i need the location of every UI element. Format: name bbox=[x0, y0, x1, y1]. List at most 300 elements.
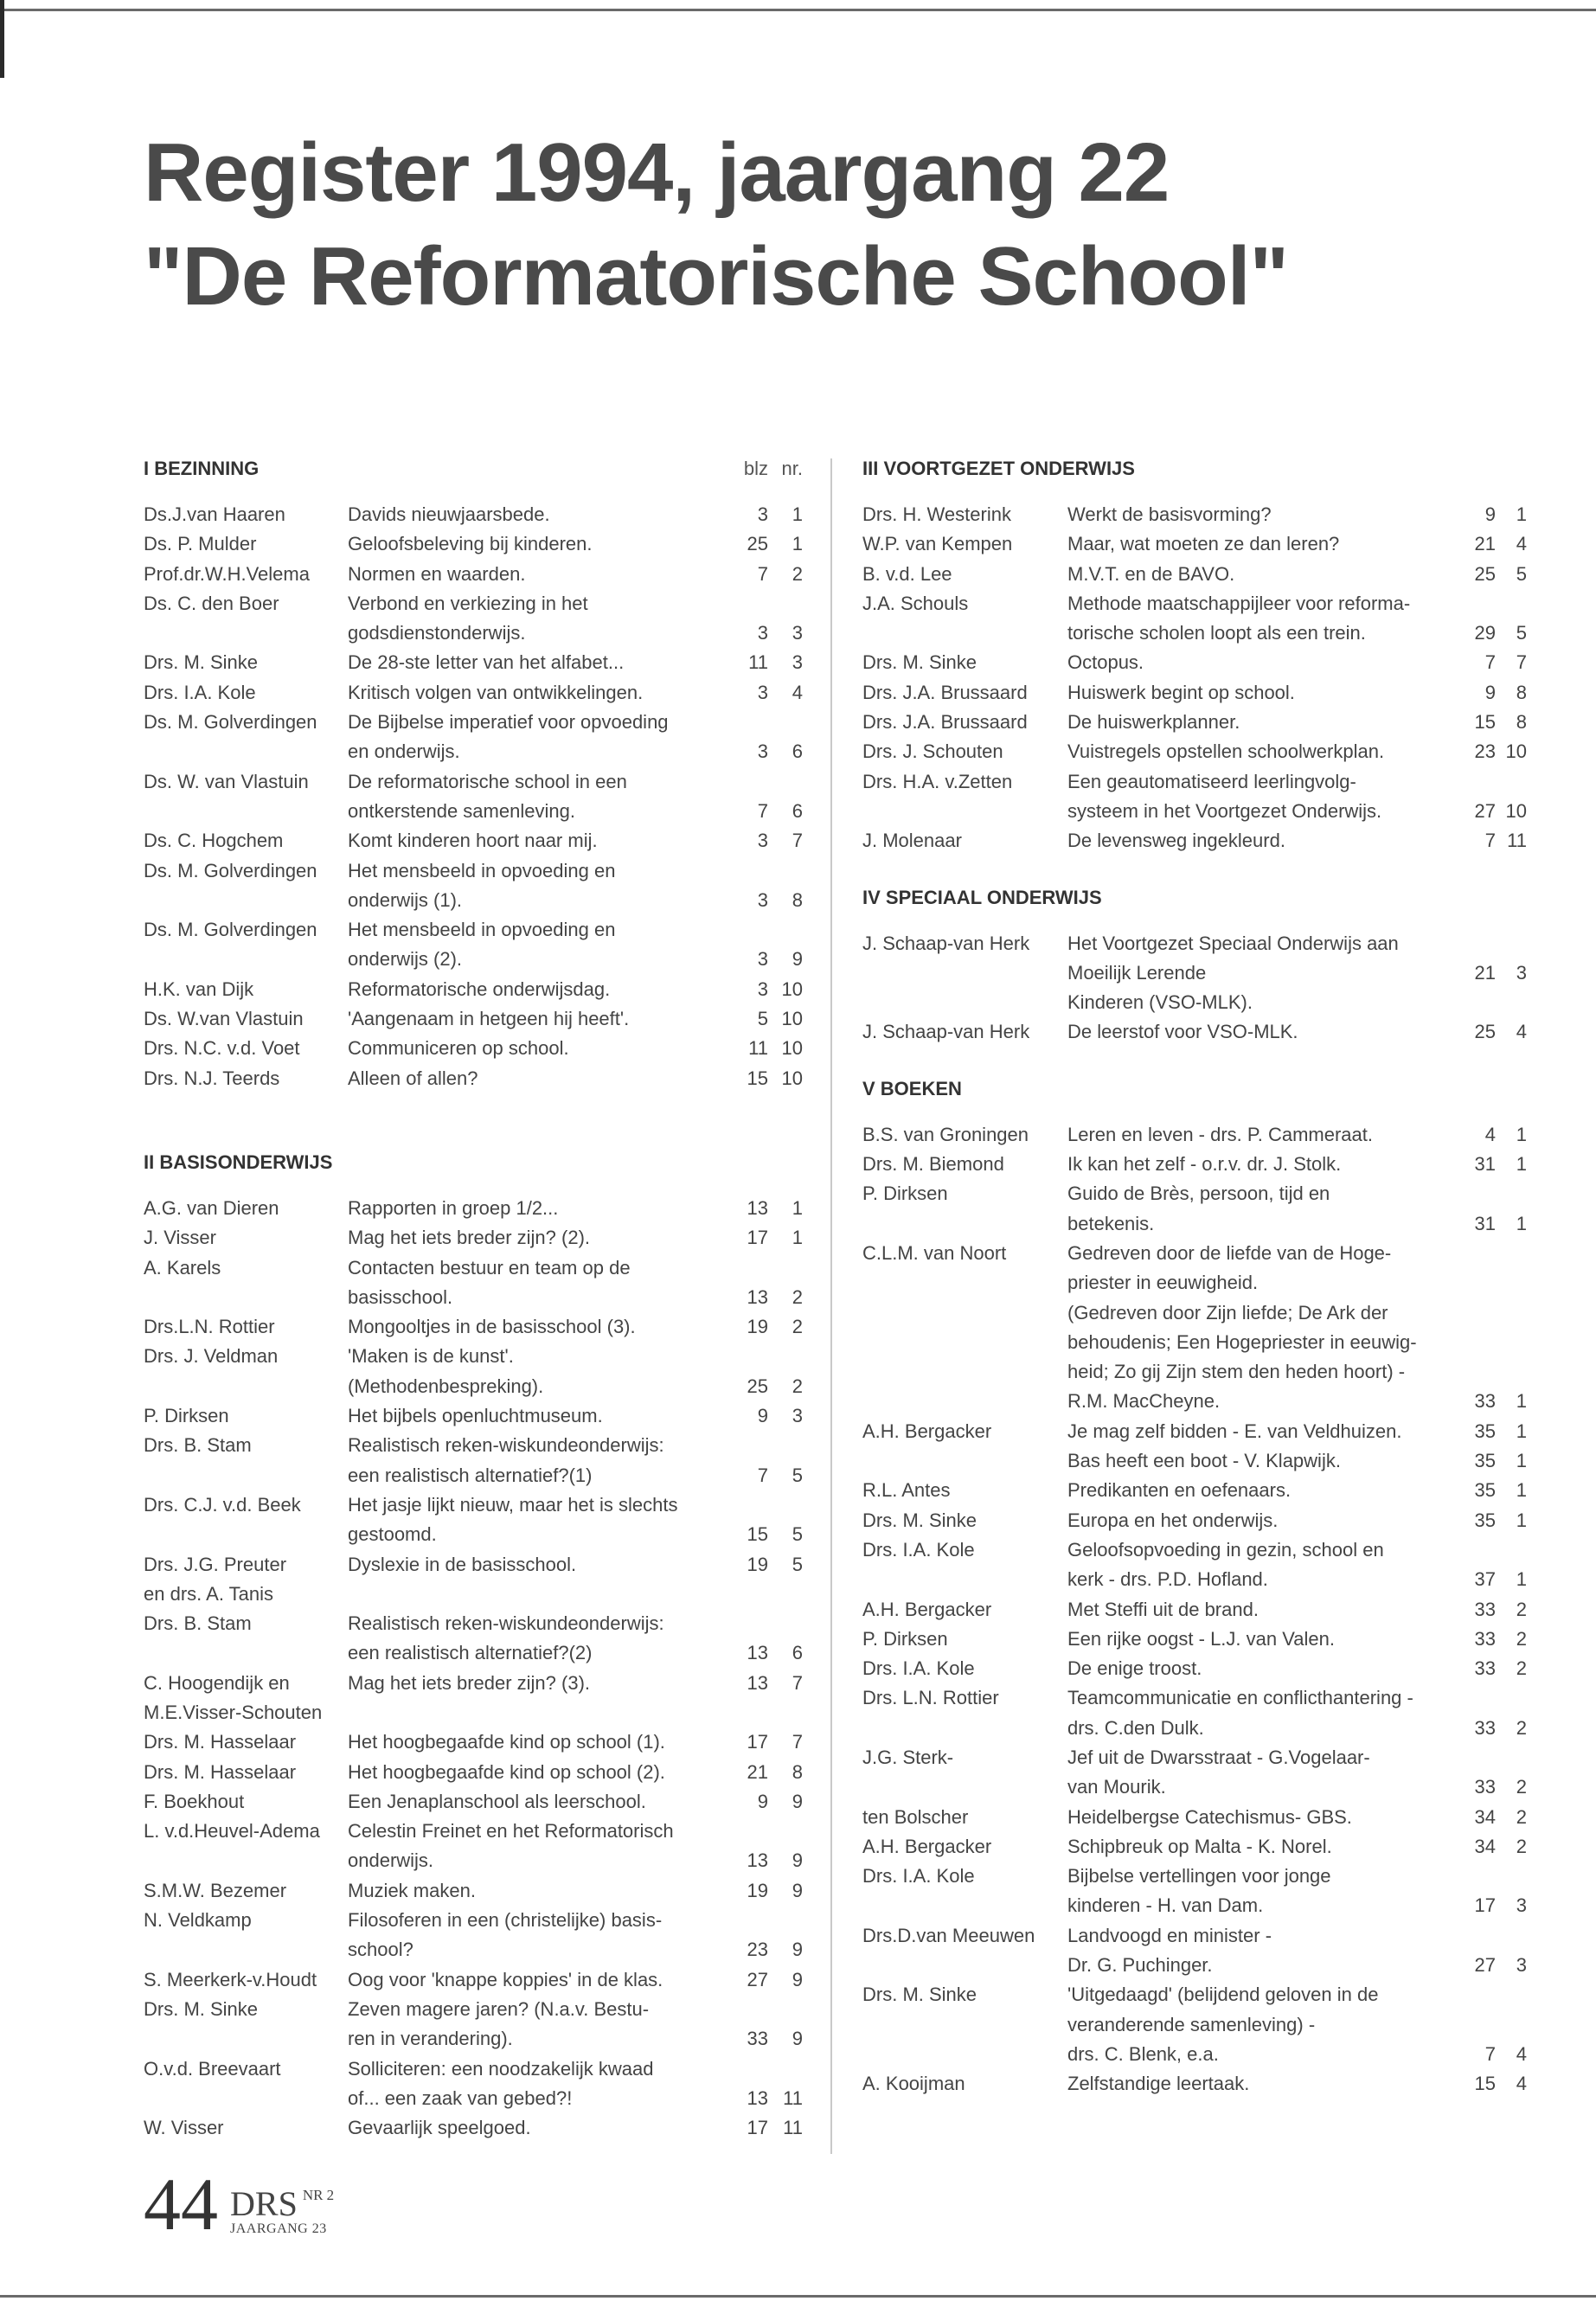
entry-author: P. Dirksen bbox=[144, 1405, 229, 1427]
entry-title-line: Het mensbeeld in opvoeding en bbox=[348, 919, 616, 941]
entry-author: Drs. J. Veldman bbox=[144, 1345, 279, 1368]
entry-title bbox=[1067, 1179, 1454, 1239]
issue-number: NR 2 bbox=[302, 2187, 335, 2203]
entry-page: 33 bbox=[1474, 1657, 1496, 1680]
entry-page: 13 bbox=[747, 1196, 768, 1219]
entry-author: Ds. P. Mulder bbox=[144, 533, 257, 555]
entry-page: 35 bbox=[1474, 1450, 1496, 1472]
entry-author: A.G. van Dieren bbox=[144, 1196, 279, 1219]
entry-title-line: Jef uit de Dwarsstraat - G.Vogelaar- bbox=[1067, 1746, 1370, 1768]
entry-issue: 2 bbox=[1516, 1805, 1527, 1828]
entry-title bbox=[348, 529, 720, 559]
entry-title bbox=[348, 1342, 720, 1401]
magazine-mark bbox=[230, 2184, 335, 2237]
entry-page: 17 bbox=[1474, 1894, 1496, 1917]
entry-page: 9 bbox=[757, 1405, 768, 1427]
entry-title-line: Gedreven door de liefde van de Hoge- bbox=[1067, 1241, 1392, 1264]
entry-author: J.A. Schouls bbox=[862, 592, 969, 614]
entry-issue: 4 bbox=[1516, 2073, 1527, 2095]
entry-title-line: Europa en het onderwijs. bbox=[1067, 1509, 1279, 1531]
index-entry bbox=[144, 1609, 803, 1669]
entry-title-line: Dr. G. Puchinger. bbox=[1067, 1954, 1213, 1977]
entry-author: P. Dirksen bbox=[862, 1627, 948, 1650]
entry-title bbox=[348, 975, 720, 1004]
entry-title-line: Contacten bestuur en team op de bbox=[348, 1256, 631, 1279]
entry-title bbox=[348, 1034, 720, 1063]
entry-title-line: De huiswerkplanner. bbox=[1067, 711, 1240, 734]
section-title: V BOEKEN bbox=[862, 1077, 962, 1099]
entry-issue: 4 bbox=[792, 681, 803, 703]
index-entry bbox=[862, 826, 1527, 856]
entry-page: 3 bbox=[757, 503, 768, 525]
column-header-blz: blz bbox=[743, 458, 768, 479]
volume-label: JAARGANG 23 bbox=[230, 2221, 327, 2236]
entry-title bbox=[348, 1004, 720, 1034]
entry-author: Ds. M. Golverdingen bbox=[144, 919, 317, 941]
entry-title bbox=[348, 2113, 720, 2143]
index-entry bbox=[144, 915, 803, 975]
entry-page: 27 bbox=[1474, 799, 1496, 822]
entry-author: Drs. N.C. v.d. Voet bbox=[144, 1037, 300, 1060]
entry-author-line: C. Hoogendijk en bbox=[144, 1671, 290, 1694]
entry-issue: 1 bbox=[1516, 1390, 1527, 1413]
entry-page: 3 bbox=[757, 888, 768, 911]
entry-title bbox=[348, 2054, 720, 2114]
index-entry bbox=[144, 678, 803, 708]
index-entry bbox=[862, 648, 1527, 677]
entry-author bbox=[144, 1669, 348, 1728]
entry-author: Drs. M. Biemond bbox=[862, 1153, 1004, 1176]
entry-author: Drs. J.A. Brussaard bbox=[862, 681, 1028, 703]
index-entry bbox=[862, 500, 1527, 529]
entry-title bbox=[348, 767, 720, 827]
entry-title bbox=[1067, 1535, 1454, 1595]
entry-issue: 2 bbox=[1516, 1657, 1527, 1680]
entry-title-line: Rapporten in groep 1/2... bbox=[348, 1196, 559, 1219]
entry-title-line: Bijbelse vertellingen voor jonge bbox=[1067, 1865, 1331, 1888]
index-entry bbox=[144, 589, 803, 649]
entry-author: J.G. Sterk- bbox=[862, 1746, 954, 1768]
entry-issue: 6 bbox=[792, 1642, 803, 1664]
entry-author: W.P. van Kempen bbox=[862, 533, 1013, 555]
entry-issue: 9 bbox=[792, 1790, 803, 1812]
entry-author: R.L. Antes bbox=[862, 1479, 951, 1502]
entry-issue: 4 bbox=[1516, 2042, 1527, 2065]
entry-title-line: 'Aangenaam in hetgeen hij heeft'. bbox=[348, 1008, 630, 1030]
entry-title-line: Schipbreuk op Malta - K. Norel. bbox=[1067, 1835, 1332, 1857]
entry-issue: 3 bbox=[1516, 1954, 1527, 1977]
column-header-nr: nr. bbox=[781, 458, 803, 479]
entry-author: A. Kooijman bbox=[862, 2073, 965, 2095]
entry-page: 21 bbox=[1474, 533, 1496, 555]
entry-page: 19 bbox=[747, 1553, 768, 1575]
entry-page: 15 bbox=[1474, 711, 1496, 734]
entry-page: 13 bbox=[747, 1285, 768, 1308]
entry-title bbox=[348, 1758, 720, 1787]
entry-title-line: Ik kan het zelf - o.r.v. dr. J. Stolk. bbox=[1067, 1153, 1342, 1176]
index-entry bbox=[862, 1535, 1527, 1595]
entry-page: 23 bbox=[1474, 740, 1496, 763]
entry-issue: 9 bbox=[792, 1879, 803, 1901]
entry-title-line: Oog voor 'knappe koppies' in de klas. bbox=[348, 1968, 663, 1990]
section-heading bbox=[862, 457, 1527, 481]
entry-title bbox=[348, 708, 720, 767]
section-title: II BASISONDERWIJS bbox=[144, 1150, 333, 1173]
index-entry bbox=[862, 678, 1527, 708]
entry-author: Ds. C. Hogchem bbox=[144, 830, 284, 852]
entry-title bbox=[348, 1727, 720, 1757]
index-entry bbox=[862, 1595, 1527, 1625]
index-entry bbox=[144, 1490, 803, 1550]
entry-title-line: Maar, wat moeten ze dan leren? bbox=[1067, 533, 1340, 555]
index-entry bbox=[862, 1980, 1527, 2069]
entry-issue: 3 bbox=[792, 651, 803, 674]
index-entry bbox=[862, 1017, 1527, 1047]
entry-issue: 6 bbox=[792, 799, 803, 822]
entry-issue: 9 bbox=[792, 2028, 803, 2050]
index-entry bbox=[862, 1506, 1527, 1535]
index-entry bbox=[144, 1194, 803, 1223]
entry-issue: 1 bbox=[1516, 1509, 1527, 1531]
entry-title-line: Heidelbergse Catechismus- GBS. bbox=[1067, 1805, 1352, 1828]
index-entry bbox=[144, 1669, 803, 1728]
entry-title-line: kerk - drs. P.D. Hofland. bbox=[1067, 1568, 1268, 1591]
entry-author: Ds. M. Golverdingen bbox=[144, 859, 317, 881]
entry-title bbox=[1067, 929, 1454, 1018]
entry-title-line: Predikanten en oefenaars. bbox=[1067, 1479, 1292, 1502]
entry-title-line: Methode maatschappijleer voor reforma- bbox=[1067, 592, 1411, 614]
index-entry bbox=[862, 1179, 1527, 1239]
entry-issue: 9 bbox=[792, 948, 803, 971]
entry-page: 7 bbox=[757, 1464, 768, 1486]
entry-author: W. Visser bbox=[144, 2117, 224, 2139]
entry-title bbox=[348, 915, 720, 975]
entry-title-line: van Mourik. bbox=[1067, 1776, 1166, 1798]
entry-title-line: drs. C. Blenk, e.a. bbox=[1067, 2042, 1219, 2065]
entry-issue: 1 bbox=[792, 1227, 803, 1249]
entry-issue: 9 bbox=[792, 1849, 803, 1872]
entry-title bbox=[348, 1906, 720, 1965]
entry-author-line: M.E.Visser-Schouten bbox=[144, 1701, 323, 1723]
entry-issue: 1 bbox=[792, 1196, 803, 1219]
entry-title-line: Mongooltjes in de basisschool (3). bbox=[348, 1316, 636, 1338]
index-entry bbox=[144, 975, 803, 1004]
index-entry bbox=[862, 1239, 1527, 1417]
index-entry bbox=[144, 1758, 803, 1787]
section-5 bbox=[862, 1077, 1527, 2099]
entry-author: P. Dirksen bbox=[862, 1183, 948, 1205]
entry-issue: 8 bbox=[1516, 681, 1527, 703]
entry-issue: 2 bbox=[1516, 1598, 1527, 1620]
entry-title bbox=[348, 1995, 720, 2054]
magazine-name: DRS bbox=[230, 2184, 298, 2223]
entry-title-line: Solliciteren: een noodzakelijk kwaad bbox=[348, 2057, 654, 2080]
entry-page: 34 bbox=[1474, 1835, 1496, 1857]
entry-author: B.S. van Groningen bbox=[862, 1123, 1029, 1145]
index-entry bbox=[144, 767, 803, 827]
section-heading bbox=[144, 1150, 803, 1175]
entry-title-line: Alleen of allen? bbox=[348, 1067, 478, 1089]
entry-issue: 9 bbox=[792, 1968, 803, 1990]
entry-title bbox=[1067, 1683, 1454, 1743]
index-entry bbox=[144, 1431, 803, 1490]
entry-page: 7 bbox=[1484, 830, 1496, 852]
entry-title-line: Geloofsopvoeding in gezin, school en bbox=[1067, 1538, 1384, 1561]
entry-page: 9 bbox=[757, 1790, 768, 1812]
entry-issue: 1 bbox=[792, 533, 803, 555]
entry-issue: 2 bbox=[792, 1316, 803, 1338]
entry-author: Ds. W. van Vlastuin bbox=[144, 770, 309, 792]
entry-title-line: systeem in het Voortgezet Onderwijs. bbox=[1067, 799, 1382, 822]
entry-issue: 7 bbox=[792, 830, 803, 852]
entry-author: Drs. J.A. Brussaard bbox=[862, 711, 1028, 734]
entry-author: Drs. I.A. Kole bbox=[862, 1657, 975, 1680]
section-title: IV SPECIAAL ONDERWIJS bbox=[862, 886, 1102, 908]
entry-title-line: Kinderen (VSO-MLK). bbox=[1067, 991, 1253, 1014]
entry-issue: 7 bbox=[792, 1671, 803, 1694]
index-entry bbox=[862, 708, 1527, 737]
entry-page: 3 bbox=[757, 681, 768, 703]
entry-title-line: Teamcommunicatie en conflicthantering - bbox=[1067, 1687, 1413, 1709]
scan-edge bbox=[0, 0, 4, 78]
entry-title-line: (Gedreven door Zijn liefde; De Ark der bbox=[1067, 1301, 1388, 1324]
entry-author: Drs. B. Stam bbox=[144, 1612, 252, 1635]
index-entry bbox=[144, 648, 803, 677]
entry-page: 5 bbox=[757, 1008, 768, 1030]
entry-issue: 10 bbox=[781, 1067, 803, 1089]
entry-author: F. Boekhout bbox=[144, 1790, 245, 1812]
entry-issue: 2 bbox=[792, 562, 803, 585]
entry-page: 21 bbox=[747, 1760, 768, 1783]
column-divider bbox=[830, 458, 832, 2154]
entry-title bbox=[348, 1401, 720, 1431]
entry-title-line: priester in eeuwigheid. bbox=[1067, 1272, 1259, 1294]
entry-issue: 1 bbox=[1516, 1153, 1527, 1176]
index-entry bbox=[862, 1446, 1527, 1476]
entry-issue: 5 bbox=[792, 1523, 803, 1546]
entry-title-line: Moeilijk Lerende bbox=[1067, 961, 1207, 984]
index-entry bbox=[862, 1625, 1527, 1654]
index-entry bbox=[862, 2069, 1527, 2099]
entry-issue: 10 bbox=[1505, 740, 1527, 763]
entry-title bbox=[1067, 1417, 1454, 1446]
entry-page: 7 bbox=[757, 799, 768, 822]
entry-title-line: De enige troost. bbox=[1067, 1657, 1202, 1680]
entry-title-line: onderwijs (1). bbox=[348, 888, 463, 911]
entry-title bbox=[348, 1253, 720, 1313]
index-entry bbox=[862, 560, 1527, 589]
entry-title bbox=[348, 678, 720, 708]
entry-title bbox=[1067, 1017, 1454, 1047]
entry-title-line: drs. C.den Dulk. bbox=[1067, 1716, 1204, 1739]
entry-issue: 11 bbox=[783, 2086, 803, 2109]
entry-title-line: Gevaarlijk speelgoed. bbox=[348, 2117, 531, 2139]
index-entry bbox=[862, 1862, 1527, 1921]
entry-author: Prof.dr.W.H.Velema bbox=[144, 562, 310, 585]
index-entry bbox=[862, 529, 1527, 559]
entry-issue: 11 bbox=[1507, 830, 1527, 852]
index-entry bbox=[144, 1817, 803, 1876]
entry-page: 17 bbox=[747, 1731, 768, 1753]
entry-title bbox=[1067, 589, 1454, 649]
entry-title-line: Het bijbels openluchtmuseum. bbox=[348, 1405, 603, 1427]
entry-title bbox=[1067, 1980, 1454, 2069]
entry-issue: 4 bbox=[1516, 533, 1527, 555]
entry-author: A.H. Bergacker bbox=[862, 1420, 992, 1442]
top-rule bbox=[0, 9, 1596, 11]
index-entry bbox=[144, 2113, 803, 2143]
entry-title bbox=[1067, 1862, 1454, 1921]
entry-title-line: Het hoogbegaafde kind op school (1). bbox=[348, 1731, 665, 1753]
entry-issue: 4 bbox=[1516, 1021, 1527, 1043]
entry-title bbox=[348, 826, 720, 856]
entry-title bbox=[1067, 1832, 1454, 1862]
entry-page: 7 bbox=[1484, 2042, 1496, 2065]
index-entry bbox=[144, 856, 803, 916]
entry-issue: 1 bbox=[1516, 1479, 1527, 1502]
entry-issue: 8 bbox=[792, 888, 803, 911]
entry-page: 11 bbox=[748, 651, 768, 674]
entry-author: Ds.J.van Haaren bbox=[144, 503, 285, 525]
entry-title-line: heid; Zo gij Zijn stem den heden hoort) - bbox=[1067, 1361, 1406, 1383]
entry-page: 27 bbox=[747, 1968, 768, 1990]
entry-title bbox=[1067, 1239, 1454, 1417]
entry-title-line: Met Steffi uit de brand. bbox=[1067, 1598, 1259, 1620]
index-entry bbox=[862, 1683, 1527, 1743]
entry-title bbox=[348, 500, 720, 529]
entry-title-line: Guido de Brès, persoon, tijd en bbox=[1067, 1183, 1330, 1205]
entry-author: H.K. van Dijk bbox=[144, 977, 254, 1000]
entry-title-line: Davids nieuwjaarsbede. bbox=[348, 503, 550, 525]
entry-issue: 1 bbox=[1516, 1123, 1527, 1145]
entry-page: 35 bbox=[1474, 1420, 1496, 1442]
index-entry bbox=[144, 1550, 803, 1610]
entry-title bbox=[1067, 529, 1454, 559]
index-entry bbox=[144, 1004, 803, 1034]
index-entry bbox=[862, 1832, 1527, 1862]
entry-title-line: een realistisch alternatief?(2) bbox=[348, 1642, 593, 1664]
entry-author: Drs. I.A. Kole bbox=[144, 681, 256, 703]
section-4 bbox=[862, 886, 1527, 1048]
entry-page: 19 bbox=[747, 1879, 768, 1901]
entry-page: 34 bbox=[1474, 1805, 1496, 1828]
entry-title-line: Filosoferen in een (christelijke) basis- bbox=[348, 1909, 663, 1932]
entry-title bbox=[348, 856, 720, 916]
entry-author: A.H. Bergacker bbox=[862, 1598, 992, 1620]
entry-title-line: De leerstof voor VSO-MLK. bbox=[1067, 1021, 1298, 1043]
entry-title-line: Een Jenaplanschool als leerschool. bbox=[348, 1790, 646, 1812]
page-footer bbox=[144, 2163, 335, 2246]
entry-title-line: (Methodenbespreking). bbox=[348, 1375, 544, 1397]
entry-author: Drs. N.J. Teerds bbox=[144, 1067, 280, 1089]
index-entry bbox=[144, 1727, 803, 1757]
index-entry bbox=[144, 1312, 803, 1342]
entry-page: 33 bbox=[1474, 1390, 1496, 1413]
entry-title-line: Leren en leven - drs. P. Cammeraat. bbox=[1067, 1123, 1373, 1145]
entry-author: N. Veldkamp bbox=[144, 1909, 252, 1932]
bottom-rule bbox=[0, 2295, 1596, 2298]
entry-title-line: gestoomd. bbox=[348, 1523, 437, 1546]
section-title: I BEZINNING bbox=[144, 458, 260, 479]
entry-issue: 11 bbox=[783, 2117, 803, 2139]
index-entry bbox=[862, 1654, 1527, 1683]
entry-title-line: godsdienstonderwijs. bbox=[348, 622, 526, 644]
entry-title-line: Bas heeft een boot - V. Klapwijk. bbox=[1067, 1450, 1341, 1472]
entry-page: 25 bbox=[747, 533, 768, 555]
entry-title bbox=[348, 1669, 720, 1728]
entry-title bbox=[348, 1064, 720, 1093]
entry-title-line: Geloofsbeleving bij kinderen. bbox=[348, 533, 593, 555]
entry-title-line: veranderende samenleving) - bbox=[1067, 2013, 1316, 2035]
entry-author: J. Schaap-van Herk bbox=[862, 932, 1030, 954]
entry-issue: 5 bbox=[792, 1553, 803, 1575]
entry-title-line: Communiceren op school. bbox=[348, 1037, 569, 1060]
entry-page: 35 bbox=[1474, 1509, 1496, 1531]
entry-title-line: of... een zaak van gebed?! bbox=[348, 2086, 573, 2109]
index-entry bbox=[862, 1743, 1527, 1803]
entry-issue: 5 bbox=[792, 1464, 803, 1486]
entry-title bbox=[1067, 737, 1454, 766]
entry-page: 27 bbox=[1474, 1954, 1496, 1977]
entry-page: 15 bbox=[747, 1523, 768, 1546]
entry-page: 33 bbox=[1474, 1627, 1496, 1650]
entry-author: Drs. M. Hasselaar bbox=[144, 1731, 297, 1753]
entry-title bbox=[1067, 1446, 1454, 1476]
entry-issue: 7 bbox=[1516, 651, 1527, 674]
entry-issue: 6 bbox=[792, 740, 803, 763]
entry-title-line: Het Voortgezet Speciaal Onderwijs aan bbox=[1067, 932, 1399, 954]
entry-page: 4 bbox=[1484, 1123, 1496, 1145]
entry-title-line: behoudenis; Een Hogepriester in eeuwig- bbox=[1067, 1330, 1417, 1353]
index-entry bbox=[144, 1876, 803, 1906]
entry-page: 9 bbox=[1484, 681, 1496, 703]
index-entry bbox=[144, 826, 803, 856]
entry-title-line: Mag het iets breder zijn? (3). bbox=[348, 1671, 591, 1694]
index-entry bbox=[144, 1253, 803, 1313]
entry-title bbox=[1067, 500, 1454, 529]
entry-page: 29 bbox=[1474, 622, 1496, 644]
entry-title-line: Landvoogd en minister - bbox=[1067, 1924, 1272, 1946]
entry-title-line: Mag het iets breder zijn? (2). bbox=[348, 1227, 591, 1249]
entry-title-line: Een geautomatiseerd leerlingvolg- bbox=[1067, 770, 1356, 792]
entry-title-line: Vuistregels opstellen schoolwerkplan. bbox=[1067, 740, 1385, 763]
entry-title-line: onderwijs. bbox=[348, 1849, 434, 1872]
section-1 bbox=[144, 457, 803, 1093]
entry-author: Drs. H.A. v.Zetten bbox=[862, 770, 1013, 792]
entry-title bbox=[1067, 1150, 1454, 1179]
entry-page: 7 bbox=[757, 562, 768, 585]
section-2 bbox=[144, 1150, 803, 2144]
index-entry bbox=[862, 1417, 1527, 1446]
entry-issue: 2 bbox=[1516, 1835, 1527, 1857]
entry-page: 25 bbox=[1474, 562, 1496, 585]
entry-title-line: R.M. MacCheyne. bbox=[1067, 1390, 1221, 1413]
entry-title bbox=[1067, 826, 1454, 856]
entry-author: L. v.d.Heuvel-Adema bbox=[144, 1820, 320, 1843]
entry-issue: 2 bbox=[1516, 1627, 1527, 1650]
index-entry bbox=[862, 1803, 1527, 1832]
entry-author: S. Meerkerk-v.Houdt bbox=[144, 1968, 317, 1990]
index-entry bbox=[862, 589, 1527, 649]
entry-page: 3 bbox=[757, 740, 768, 763]
entry-author bbox=[862, 1446, 1067, 1476]
entry-title-line: De levensweg ingekleurd. bbox=[1067, 830, 1285, 852]
entry-page: 23 bbox=[747, 1939, 768, 1961]
entry-author: B. v.d. Lee bbox=[862, 562, 952, 585]
entry-page: 11 bbox=[748, 1037, 768, 1060]
entry-page: 17 bbox=[747, 2117, 768, 2139]
entry-issue: 10 bbox=[1505, 799, 1527, 822]
